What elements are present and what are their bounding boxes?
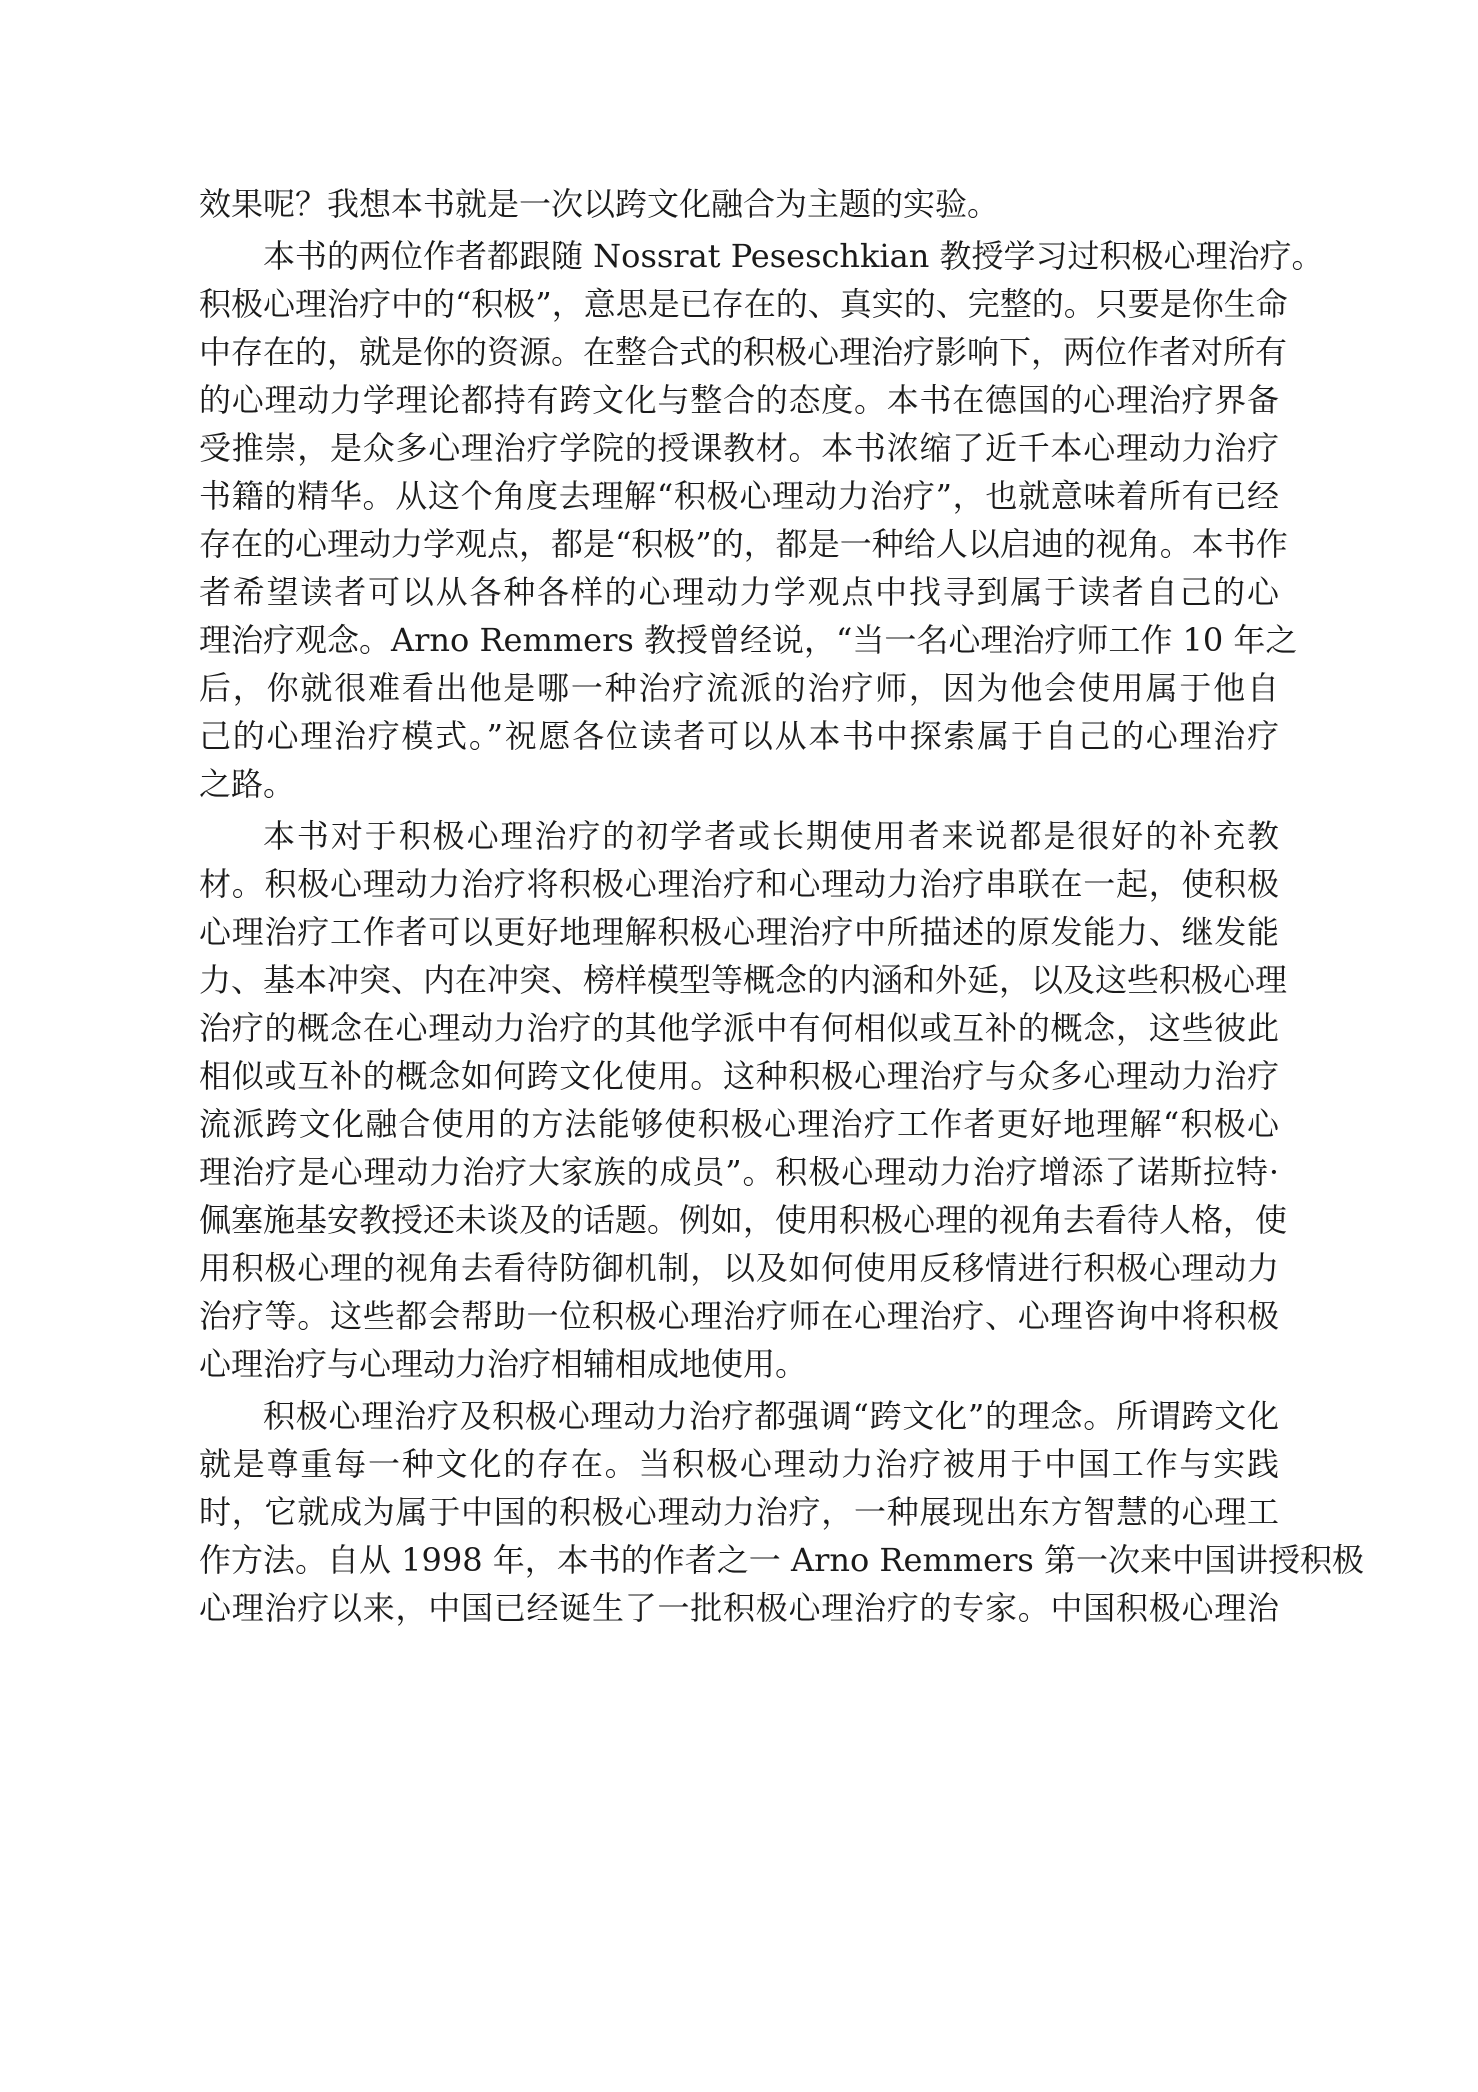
text-line: 治疗等。这些都会帮助一位积极心理治疗师在心理治疗、心理咨询中将积极: [199, 1297, 1279, 1335]
text-line: 心理治疗工作者可以更好地理解积极心理治疗中所描述的原发能力、继发能: [199, 913, 1279, 951]
text-line: 中存在的，就是你的资源。在整合式的积极心理治疗影响下，两位作者对所有: [199, 333, 1288, 371]
text-line: 流派跨文化融合使用的方法能够使积极心理治疗工作者更好地理解“积极心: [199, 1105, 1279, 1143]
text-line: 之路。: [199, 765, 296, 803]
text-line: 用积极心理的视角去看待防御机制，以及如何使用反移情进行积极心理动力: [199, 1249, 1279, 1287]
text-line: 相似或互补的概念如何跨文化使用。这种积极心理治疗与众多心理动力治疗: [199, 1057, 1279, 1095]
text-line: 理治疗是心理动力治疗大家族的成员”。积极心理动力治疗增添了诺斯拉特·: [199, 1153, 1279, 1191]
text-line: 积极心理治疗及积极心理动力治疗都强调“跨文化”的理念。所谓跨文化: [263, 1397, 1279, 1435]
text-line: 心理治疗与心理动力治疗相辅相成地使用。: [199, 1345, 808, 1383]
text-line: 就是尊重每一种文化的存在。当积极心理动力治疗被用于中国工作与实践: [199, 1445, 1279, 1483]
text-line: 存在的心理动力学观点，都是“积极”的，都是一种给人以启迪的视角。本书作: [199, 525, 1288, 563]
text-line: 佩塞施基安教授还未谈及的话题。例如，使用积极心理的视角去看待人格，使: [199, 1201, 1288, 1239]
text-line: 治疗的概念在心理动力治疗的其他学派中有何相似或互补的概念，这些彼此: [199, 1009, 1279, 1047]
text-line: 本书的两位作者都跟随 Nossrat Peseschkian 教授学习过积极心理治疗。: [263, 237, 1324, 275]
text-line: 理治疗观念。Arno Remmers 教授曾经说，“当一名心理治疗师工作 10 年之: [199, 621, 1298, 659]
paragraph-3: [199, 812, 1288, 1388]
text-line: 时，它就成为属于中国的积极心理动力治疗，一种展现出东方智慧的心理工: [199, 1493, 1279, 1531]
text-line: 积极心理治疗中的“积极”，意思是已存在的、真实的、完整的。只要是你生命: [199, 285, 1288, 323]
text-line: 作方法。自从 1998 年，本书的作者之一 Arno Remmers 第一次来中国讲授积极: [199, 1541, 1364, 1579]
text-line: 己的心理治疗模式。”祝愿各位读者可以从本书中探索属于自己的心理治疗: [199, 717, 1279, 755]
paragraph-2: [199, 232, 1324, 808]
text-line: 心理治疗以来，中国已经诞生了一批积极心理治疗的专家。中国积极心理治: [199, 1589, 1279, 1627]
text-line: 者希望读者可以从各种各样的心理动力学观点中找寻到属于读者自己的心: [199, 573, 1279, 611]
text-line: 效果呢？我想本书就是一次以跨文化融合为主题的实验。: [199, 185, 1000, 223]
text-line: 力、基本冲突、内在冲突、榜样模型等概念的内涵和外延，以及这些积极心理: [199, 961, 1288, 999]
paragraph-1: [199, 180, 1279, 228]
body-text: [199, 180, 1364, 1632]
text-line: 材。积极心理动力治疗将积极心理治疗和心理动力治疗串联在一起，使积极: [199, 865, 1279, 903]
paragraph-4: [199, 1392, 1364, 1632]
text-line: 的心理动力学理论都持有跨文化与整合的态度。本书在德国的心理治疗界备: [199, 381, 1279, 419]
text-line: 书籍的精华。从这个角度去理解“积极心理动力治疗”，也就意味着所有已经: [199, 477, 1279, 515]
text-line: 受推崇，是众多心理治疗学院的授课教材。本书浓缩了近千本心理动力治疗: [199, 429, 1279, 467]
text-line: 本书对于积极心理治疗的初学者或长期使用者来说都是很好的补充教: [263, 817, 1279, 855]
text-line: 后，你就很难看出他是哪一种治疗流派的治疗师，因为他会使用属于他自: [199, 669, 1279, 707]
